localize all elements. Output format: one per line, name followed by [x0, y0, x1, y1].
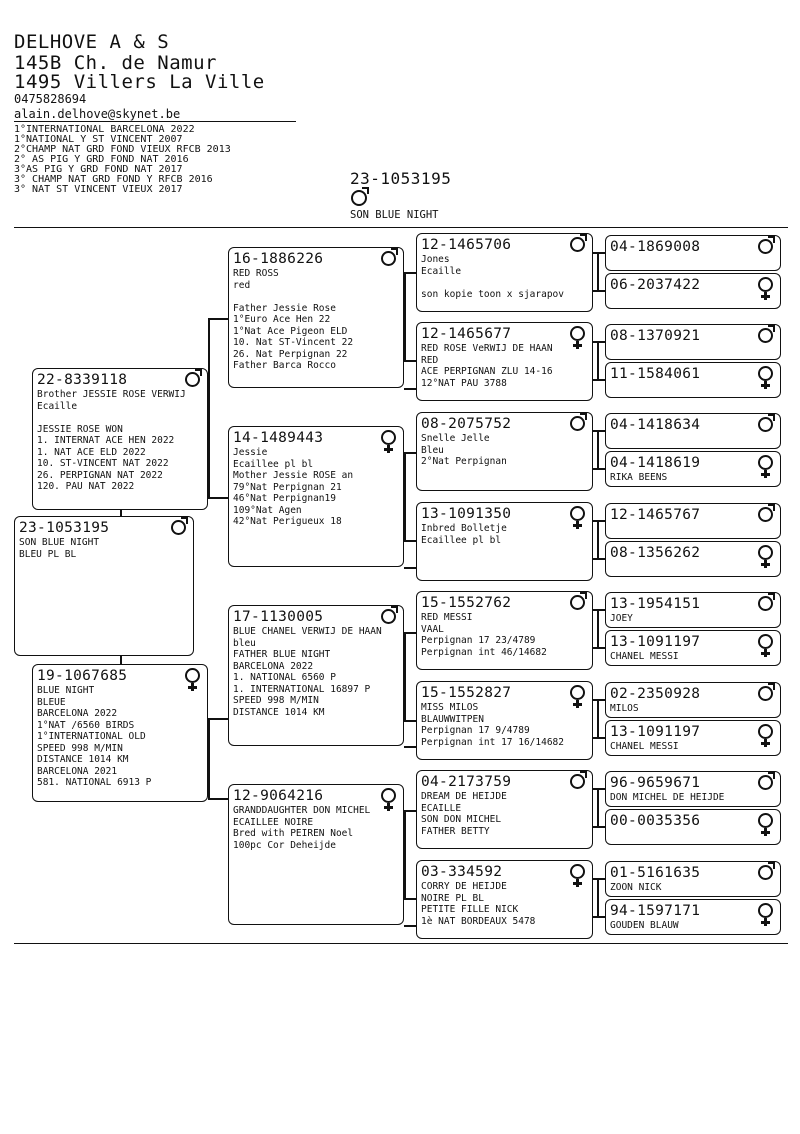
pigeon-info-line: SON BLUE NIGHT: [19, 537, 100, 548]
pigeon-info-line: red: [233, 279, 251, 291]
connector-line: [208, 497, 228, 499]
achievement-item: 3° NAT ST VINCENT VIEUX 2017: [14, 184, 183, 195]
ring-number: 17-1130005: [233, 609, 324, 625]
pigeon-card-subject[interactable]: [14, 516, 194, 656]
pigeon-card-gen4-5[interactable]: [605, 413, 781, 449]
pigeon-card-maternal-grandmother[interactable]: [228, 784, 404, 925]
pigeon-card-ggf-4[interactable]: [416, 770, 593, 849]
pigeon-info-line: BLUE CHANEL VERWIJ DE HAAN: [233, 626, 382, 637]
pigeon-card-gen4-10[interactable]: [605, 630, 781, 666]
female-icon: [758, 903, 773, 918]
pigeon-info-line: Jones: [421, 254, 450, 265]
connector-line: [404, 452, 406, 540]
pigeon-info-line: CHANEL MESSI: [610, 741, 679, 752]
pigeon-card-ggm-3[interactable]: [416, 681, 593, 760]
pigeon-info-line: 46°Nat Perpignan19: [233, 493, 336, 504]
achievement-list: [14, 125, 231, 195]
ring-number: 22-8339118: [37, 372, 128, 388]
connector-line: [597, 252, 599, 290]
pigeon-card-maternal-grandfather[interactable]: [228, 605, 404, 746]
achievement-item: 3° CHAMP NAT GRD FOND Y RFCB 2016: [14, 174, 213, 185]
pigeon-card-ggf-2[interactable]: [416, 412, 593, 491]
connector-line: [404, 567, 416, 569]
pigeon-info-line: [37, 412, 203, 424]
header-underline: [14, 121, 296, 122]
male-icon: [758, 417, 773, 432]
achievement-item: 1°NATIONAL Y ST VINCENT 2007: [14, 134, 183, 145]
ring-number: 12-1465767: [610, 507, 701, 523]
ring-number: 15-1552762: [421, 595, 512, 611]
pigeon-info-line: SPEED 998 M/MIN: [37, 742, 123, 754]
male-icon: [758, 507, 773, 522]
pigeon-info-line: 1. NAT ACE ELD 2022: [37, 446, 146, 458]
pigeon-info-line: MILOS: [610, 703, 639, 714]
ring-number: 12-1465706: [421, 237, 512, 253]
ring-number: 00-0035356: [610, 813, 701, 829]
pigeon-info-line: Snelle Jelle: [421, 433, 490, 444]
male-icon: [570, 416, 585, 431]
pigeon-card-gen4-12[interactable]: [605, 720, 781, 756]
female-icon: [758, 634, 773, 649]
connector-line: [404, 746, 416, 748]
connector-line: [597, 699, 599, 737]
connector-line: [597, 341, 599, 379]
connector-line: [404, 925, 416, 927]
pigeon-info-line: FATHER BLUE NIGHT: [233, 649, 331, 660]
connector-line: [404, 810, 416, 812]
pigeon-info-line: SON DON MICHEL: [421, 814, 502, 825]
pigeon-info-line: SPEED 998 M/MIN: [233, 695, 319, 706]
ring-number: 04-2173759: [421, 774, 512, 790]
male-icon: [758, 865, 773, 880]
breeder-email[interactable]: alain.delhove@skynet.be: [14, 107, 181, 121]
male-icon: [171, 520, 186, 535]
pigeon-info-line: Bred with PEIREN Noel: [233, 828, 354, 839]
male-icon: [381, 251, 396, 266]
pigeon-info-line: BARCELONA 2022: [233, 660, 314, 672]
connector-line: [593, 341, 605, 343]
pigeon-info-line: ACE PERPIGNAN ZLU 14-16: [421, 366, 553, 377]
pigeon-card-gen4-11[interactable]: [605, 682, 781, 718]
pigeon-info-line: 120. PAU NAT 2022: [37, 481, 135, 492]
pigeon-info-line: DREAM DE HEIJDE: [421, 791, 507, 802]
pigeon-info-line: JOEY: [610, 613, 633, 624]
breeder-city: 1495 Villers La Ville: [14, 71, 265, 93]
pigeon-info-line: BLAUWWITPEN: [421, 713, 484, 725]
ring-number: 12-1465677: [421, 326, 512, 342]
connector-line: [597, 430, 599, 468]
pigeon-card-gen4-7[interactable]: [605, 503, 781, 539]
connector-line: [593, 788, 605, 790]
connector-line: [593, 826, 605, 828]
connector-line: [208, 318, 228, 320]
pigeon-card-gen4-9[interactable]: [605, 592, 781, 628]
female-icon: [570, 685, 585, 700]
subject-name: SON BLUE NIGHT: [350, 209, 439, 221]
connector-line: [404, 632, 416, 634]
connector-line: [120, 656, 122, 664]
pigeon-info-line: BLEUE: [37, 696, 66, 708]
pigeon-info-line: Ecaille: [37, 400, 78, 412]
connector-line: [593, 647, 605, 649]
ring-number: 14-1489443: [233, 430, 324, 446]
pigeon-info-line: 1. INTERNAT ACE HEN 2022: [37, 435, 175, 446]
bottom-divider: [14, 943, 788, 944]
connector-line: [593, 379, 605, 381]
ring-number: 04-1418619: [610, 455, 701, 471]
pigeon-info-line: 26. Nat Perpignan 22: [233, 348, 348, 360]
connector-line: [597, 788, 599, 826]
pigeon-card-paternal-grandfather[interactable]: [228, 247, 404, 388]
female-icon: [570, 326, 585, 341]
pigeon-info-line: CHANEL MESSI: [610, 651, 679, 662]
pigeon-card-ggm-1[interactable]: [416, 322, 593, 401]
connector-line: [593, 520, 605, 522]
breeder-name: DELHOVE A & S: [14, 31, 170, 53]
pigeon-info-line: 1. INTERNATIONAL 16897 P: [233, 683, 371, 695]
connector-line: [404, 540, 416, 542]
ring-number: 16-1886226: [233, 251, 324, 267]
connector-line: [208, 718, 228, 720]
male-icon: [758, 775, 773, 790]
pigeon-info-line: Brother JESSIE ROSE VERWIJ: [37, 389, 186, 400]
pigeon-card-gen4-1[interactable]: [605, 235, 781, 271]
pigeon-card-gen4-4[interactable]: [605, 362, 781, 398]
pigeon-info-line: Perpignan int 17 16/14682: [421, 736, 564, 748]
ring-number: 19-1067685: [37, 668, 128, 684]
female-icon: [381, 430, 396, 445]
male-icon: [351, 190, 367, 206]
pigeon-info-line: RED ROSE VeRWIJ DE HAAN: [421, 343, 553, 354]
ring-number: 08-1370921: [610, 328, 701, 344]
pigeon-info-line: CORRY DE HEIJDE: [421, 881, 507, 892]
pigeon-info-line: JESSIE ROSE WON: [37, 423, 123, 435]
pigeon-card-gen4-8[interactable]: [605, 541, 781, 577]
pigeon-info-line: Ecaille: [421, 265, 462, 277]
achievement-item: 2° AS PIG Y GRD FOND NAT 2016: [14, 154, 189, 165]
female-icon: [758, 813, 773, 828]
connector-line: [404, 272, 416, 274]
pigeon-info-line: 1°Euro Ace Hen 22: [233, 314, 331, 325]
ring-number: 03-334592: [421, 864, 503, 880]
pigeon-info-line: 1. NATIONAL 6560 P: [233, 672, 336, 683]
pigeon-info-line: Bleu: [421, 444, 444, 456]
pigeon-info-line: Ecaillee pl bl: [233, 458, 314, 470]
achievement-item: 3°AS PIG Y GRD FOND NAT 2017: [14, 164, 183, 175]
ring-number: 08-2075752: [421, 416, 512, 432]
subject-ring: 23-1053195: [350, 169, 452, 188]
pigeon-info-line: 42°Nat Perigueux 18: [233, 516, 342, 527]
pigeon-card-paternal-grandmother[interactable]: [228, 426, 404, 567]
pigeon-info-line: 1°INTERNATIONAL OLD: [37, 731, 146, 742]
ring-number: 13-1091197: [610, 724, 701, 740]
pigeon-info-line: DISTANCE 1014 KM: [37, 754, 129, 765]
pigeon-info-line: BARCELONA 2021: [37, 765, 118, 777]
female-icon: [758, 455, 773, 470]
ring-number: 04-1418634: [610, 417, 701, 433]
pigeon-info-line: 109°Nat Agen: [233, 504, 302, 516]
female-icon: [758, 366, 773, 381]
connector-line: [593, 699, 605, 701]
female-icon: [758, 545, 773, 560]
pigeon-info-line: DON MICHEL DE HEIJDE: [610, 792, 725, 803]
female-icon: [381, 788, 396, 803]
connector-line: [593, 252, 605, 254]
pigeon-info-line: bleu: [233, 637, 256, 649]
pigeon-info-line: Father Barca Rocco: [233, 360, 336, 371]
pigeon-card-gen4-3[interactable]: [605, 324, 781, 360]
ring-number: 23-1053195: [19, 520, 110, 536]
ring-number: 13-1954151: [610, 596, 701, 612]
pigeon-info-line: 2°Nat Perpignan: [421, 456, 507, 467]
ring-number: 15-1552827: [421, 685, 512, 701]
breeder-phone: 0475828694: [14, 92, 87, 106]
connector-line: [593, 430, 605, 432]
connector-line: [593, 290, 605, 292]
pigeon-info-line: RIKA BEENS: [610, 472, 668, 483]
connector-line: [597, 878, 599, 916]
connector-line: [404, 898, 416, 900]
pigeon-info-line: Perpignan int 46/14682: [421, 646, 547, 658]
pigeon-info-line: [421, 277, 588, 289]
connector-line: [404, 388, 416, 390]
female-icon: [570, 506, 585, 521]
pigeon-info-line: NOIRE PL BL: [421, 892, 484, 904]
pigeon-info-line: [233, 291, 399, 303]
pigeon-info-line: ZOON NICK: [610, 882, 662, 893]
ring-number: 94-1597171: [610, 903, 701, 919]
pigeon-info-line: 1è NAT BORDEAUX 5478: [421, 915, 536, 927]
pigeon-info-line: Mother Jessie ROSE an: [233, 470, 354, 481]
connector-line: [593, 609, 605, 611]
ring-number: 13-1091197: [610, 634, 701, 650]
pigeon-info-line: DISTANCE 1014 KM: [233, 706, 325, 718]
connector-line: [404, 632, 406, 720]
ring-number: 96-9659671: [610, 775, 701, 791]
pigeon-info-line: Inbred Bolletje: [421, 523, 507, 534]
pigeon-card-gen4-14[interactable]: [605, 809, 781, 845]
female-icon: [570, 864, 585, 879]
pigeon-card-gen4-13[interactable]: [605, 771, 781, 807]
pigeon-info-line: 26. PERPIGNAN NAT 2022: [37, 469, 163, 481]
achievement-item: 1°INTERNATIONAL BARCELONA 2022: [14, 124, 195, 135]
pigeon-info-line: 1°Nat Ace Pigeon ELD: [233, 325, 348, 337]
ring-number: 06-2037422: [610, 277, 701, 293]
male-icon: [758, 686, 773, 701]
male-icon: [185, 372, 200, 387]
pigeon-info-line: Jessie: [233, 447, 268, 458]
pigeon-info-line: Ecaillee pl bl: [421, 534, 502, 546]
pigeon-info-line: RED ROSS: [233, 268, 279, 279]
pigeon-info-line: PETITE FILLE NICK: [421, 904, 519, 915]
connector-line: [597, 609, 599, 647]
connector-line: [593, 558, 605, 560]
male-icon: [758, 239, 773, 254]
connector-line: [208, 798, 228, 800]
pigeon-info-line: GRANDDAUGHTER DON MICHEL: [233, 805, 371, 816]
pigeon-info-line: son kopie toon x sjarapov: [421, 288, 564, 300]
pigeon-card-ggm-2[interactable]: [416, 502, 593, 581]
connector-line: [404, 272, 406, 360]
pigeon-info-line: 10. ST-VINCENT NAT 2022: [37, 458, 169, 469]
connector-line: [404, 360, 416, 362]
pigeon-info-line: 79°Nat Perpignan 21: [233, 481, 342, 493]
connector-line: [593, 468, 605, 470]
pigeon-info-line: RED: [421, 354, 439, 366]
ring-number: 13-1091350: [421, 506, 512, 522]
pigeon-info-line: 1°NAT /6560 BIRDS: [37, 719, 135, 731]
pigeon-info-line: 581. NATIONAL 6913 P: [37, 777, 152, 788]
male-icon: [570, 595, 585, 610]
pigeon-info-line: Father Jessie Rose: [233, 302, 336, 314]
pigeon-info-line: 12°NAT PAU 3788: [421, 377, 507, 389]
female-icon: [758, 277, 773, 292]
pigeon-info-line: 10. Nat ST-Vincent 22: [233, 337, 354, 348]
pigeon-info-line: RED MESSI: [421, 612, 473, 623]
ring-number: 02-2350928: [610, 686, 701, 702]
pigeon-card-gen4-6[interactable]: [605, 451, 781, 487]
pigeon-card-gen4-16[interactable]: [605, 899, 781, 935]
pigeon-info-line: BLUE NIGHT: [37, 685, 95, 696]
pigeon-card-ggf-3[interactable]: [416, 591, 593, 670]
achievement-item: 2°CHAMP NAT GRD FOND VIEUX RFCB 2013: [14, 144, 231, 155]
pigeon-info-line: ECAILLEE NOIRE: [233, 816, 314, 828]
pigeon-info-line: MISS MILOS: [421, 702, 479, 713]
connector-line: [404, 452, 416, 454]
pigeon-info-line: BLEU PL BL: [19, 548, 77, 560]
ring-number: 08-1356262: [610, 545, 701, 561]
ring-number: 01-5161635: [610, 865, 701, 881]
pigeon-card-mother[interactable]: [32, 664, 208, 802]
pigeon-info-line: GOUDEN BLAUW: [610, 920, 679, 931]
breeder-street: 145B Ch. de Namur: [14, 52, 217, 74]
connector-line: [597, 520, 599, 558]
female-icon: [758, 724, 773, 739]
connector-line: [593, 878, 605, 880]
pigeon-card-ggf-1[interactable]: [416, 233, 593, 312]
connector-line: [593, 916, 605, 918]
ring-number: 04-1869008: [610, 239, 701, 255]
connector-line: [404, 720, 416, 722]
male-icon: [758, 596, 773, 611]
male-icon: [570, 237, 585, 252]
female-icon: [185, 668, 200, 683]
connector-line: [208, 718, 210, 798]
pigeon-card-father[interactable]: [32, 368, 208, 510]
connector-line: [593, 737, 605, 739]
pigeon-info-line: FATHER BETTY: [421, 825, 490, 837]
pigeon-info-line: Perpignan 17 23/4789: [421, 635, 536, 646]
pigeon-card-ggm-4[interactable]: [416, 860, 593, 939]
connector-line: [208, 318, 210, 498]
ring-number: 11-1584061: [610, 366, 701, 382]
pigeon-info-line: VAAL: [421, 623, 444, 635]
top-divider: [14, 227, 788, 228]
pigeon-card-gen4-2[interactable]: [605, 273, 781, 309]
pigeon-info-line: Perpignan 17 9/4789: [421, 725, 530, 736]
pigeon-info-line: ECAILLE: [421, 802, 462, 814]
pigeon-info-line: BARCELONA 2022: [37, 708, 118, 719]
pigeon-info-line: 100pc Cor Deheijde: [233, 839, 336, 851]
male-icon: [570, 774, 585, 789]
male-icon: [381, 609, 396, 624]
connector-line: [404, 810, 406, 898]
pigeon-card-gen4-15[interactable]: [605, 861, 781, 897]
male-icon: [758, 328, 773, 343]
ring-number: 12-9064216: [233, 788, 324, 804]
